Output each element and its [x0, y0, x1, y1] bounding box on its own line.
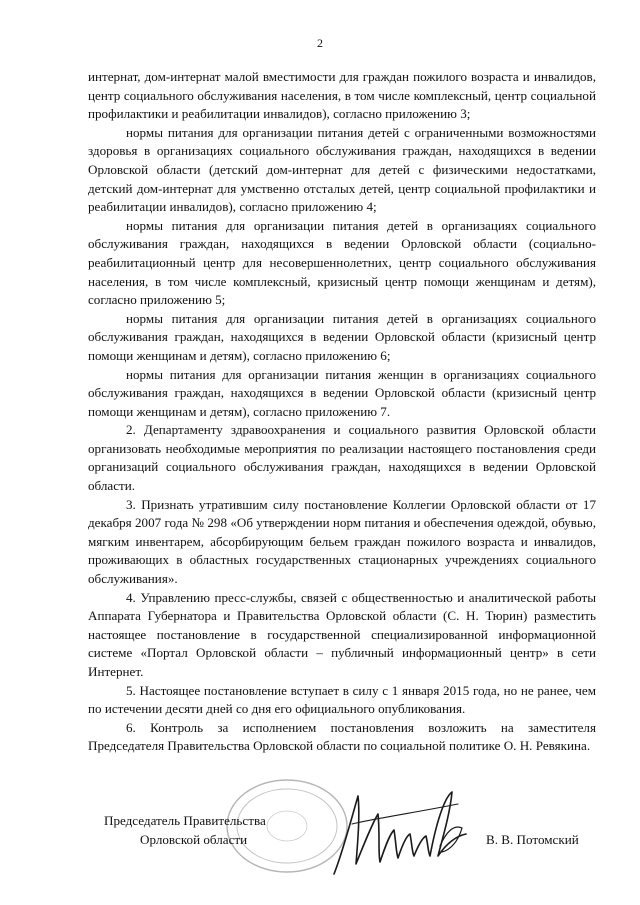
paragraph: 5. Настоящее постановление вступает в силу с 1 января 2015 года, но не ранее, чем по истечении десяти дней со дня его официального опубликования.	[88, 682, 596, 717]
paragraph: 6. Контроль за исполнением постановления возложить на заместителя Председателя Правительства Орловской области по социальной политике О. Н. Ревякина.	[88, 719, 596, 754]
paragraph: нормы питания для организации питания детей в организациях социального обслуживания граждан, находящихся в ведении Орловской области (социально-реабилитационный центр для несовершеннолетних, центр социального обслуживания населения, в том числе комплексный, кризисный центр помощи женщинам и детям), согласно приложению 5;	[88, 217, 596, 308]
paragraph: нормы питания для организации питания детей в организациях социального обслуживания граждан, находящихся в ведении Орловской области (кризисный центр помощи женщинам и детям), согласно приложению 6;	[88, 310, 596, 363]
paragraph: интернат, дом-интернат малой вместимости для граждан пожилого возраста и инвалидов, центр социального обслуживания населения, в том числе комплексный, центр социальной профилактики и реабилитации инвалидов), согласно приложению 3;	[88, 69, 596, 122]
document-body	[88, 68, 596, 756]
handwritten-signature	[328, 784, 478, 880]
signatory-name: В. В. Потомский	[486, 832, 579, 847]
paragraph: 3. Признать утратившим силу постановление Коллегии Орловской области от 17 декабря 2007 года № 298 «Об утверждении норм питания и обеспечения одеждой, обувью, мягким инвентарем, абсорбирующим бельем граждан пожилого возраста и инвалидов, проживающих в областных государственных стационарных учреждениях социального обслуживания».	[88, 496, 596, 587]
signatory-title-line1: Председатель Правительства	[104, 813, 266, 828]
signatory-title-line2: Орловской области	[140, 832, 248, 847]
paragraph: 4. Управлению пресс-службы, связей с общественностью и аналитической работы Аппарата Губернатора и Правительства Орловской области (С. Н. Тюрин) разместить настоящее постановление в государственной специализированной информационной системе «Портал Орловской области – публичный информационный центр» в сети Интернет.	[88, 589, 596, 679]
paragraph: нормы питания для организации питания женщин в организациях социального обслуживания граждан, находящихся в ведении Орловской области (кризисный центр помощи женщинам и детям), согласно приложению 7.	[88, 366, 596, 419]
page-number: 2	[317, 36, 323, 50]
paragraph: нормы питания для организации питания детей с ограниченными возможностями здоровья в организациях социального обслуживания граждан, находящихся в ведении Орловской области (детский дом-интернат для детей с физическими недостатками, детский дом-интернат для умственно отсталых детей, центр социальной профилактики и реабилитации инвалидов), согласно приложению 4;	[88, 124, 596, 215]
paragraph: 2. Департаменту здравоохранения и социального развития Орловской области организовать необходимые мероприятия по реализации настоящего постановления среди организаций социального обслуживания граждан, находящихся в ведении Орловской области.	[88, 422, 596, 494]
